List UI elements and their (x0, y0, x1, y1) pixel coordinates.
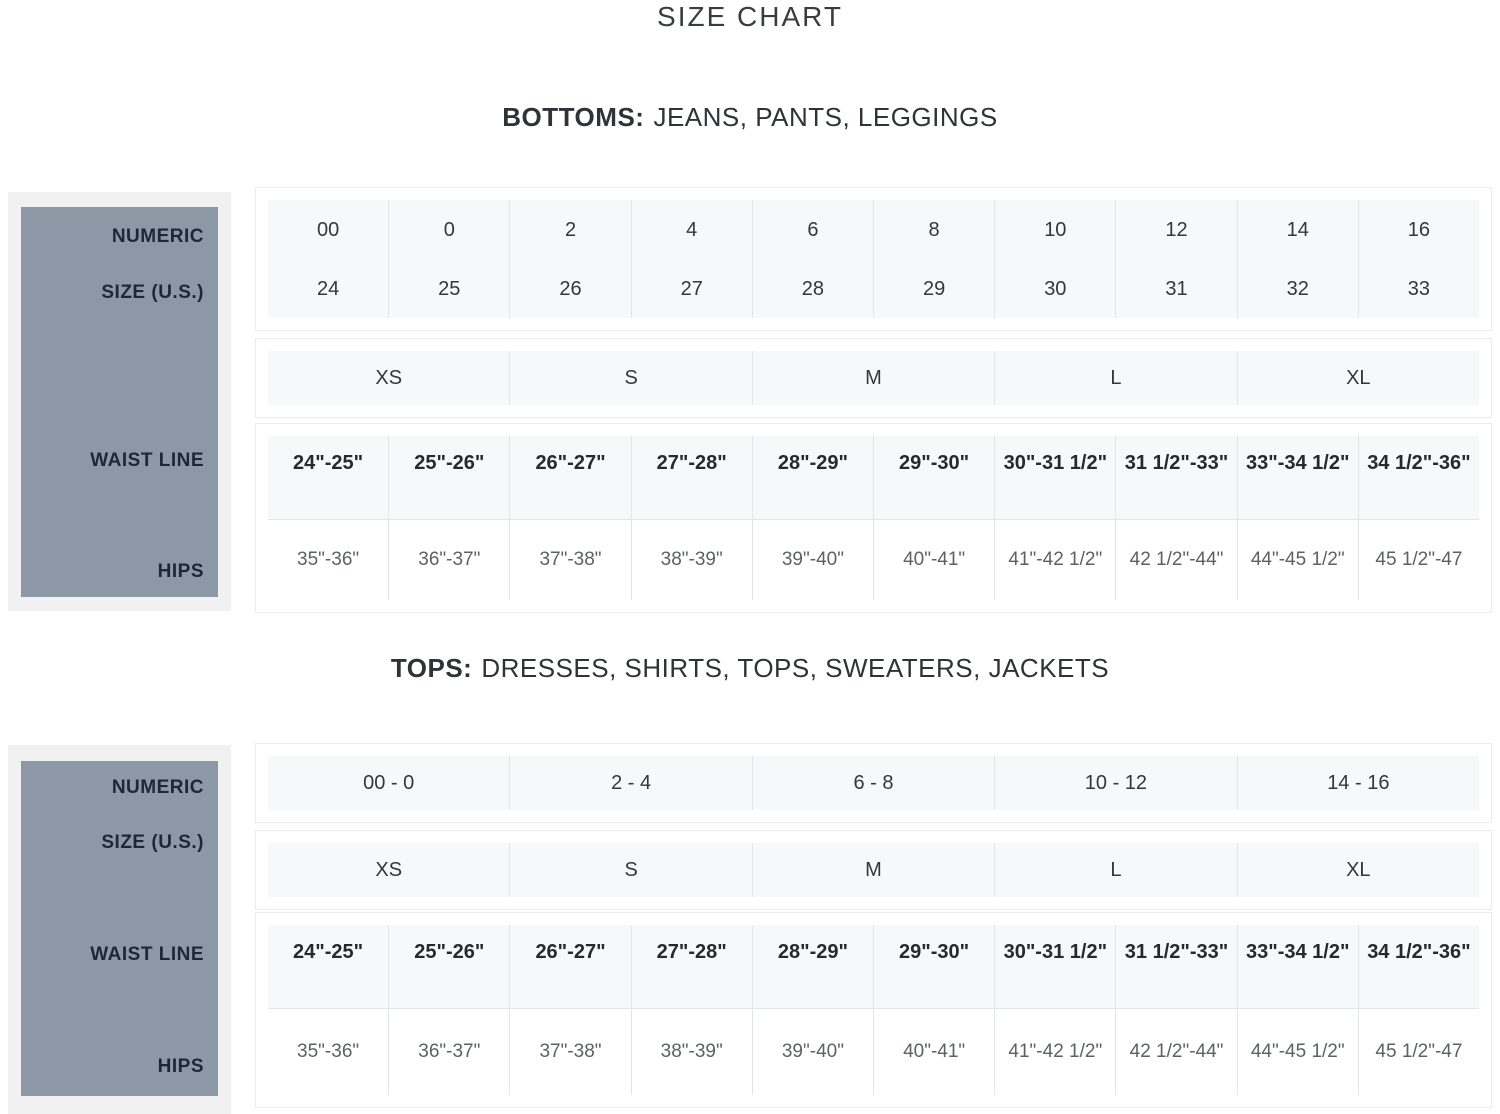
hips-cell: 36"-37" (418, 549, 481, 570)
waist-cell: 25"-26" (389, 925, 509, 1009)
waist-cell: 34 1/2"-36" (1359, 436, 1479, 520)
waist-cell: 29"-30" (874, 436, 994, 520)
size-value: 33 (1407, 277, 1431, 300)
tops-heading-rest: DRESSES, SHIRTS, TOPS, SWEATERS, JACKETS (481, 653, 1110, 683)
hips-cell: 42 1/2"-44" (1129, 1041, 1224, 1062)
waist-cell: 27"-28" (632, 436, 752, 520)
row-label-numeric: NUMERIC (111, 226, 204, 247)
measurement-column (268, 925, 388, 1095)
letter-size-cell: XL (1237, 351, 1479, 405)
measurement-column (388, 925, 509, 1095)
measurement-column (994, 436, 1115, 600)
bottoms-numeric-size-row (268, 200, 1479, 318)
hips-cell: 42 1/2"-44" (1129, 549, 1224, 570)
waist-cell: 28"-29" (753, 925, 873, 1009)
measurement-column (1237, 925, 1358, 1095)
bottoms-row-labels-slate (21, 207, 218, 597)
size-value: 24 (316, 277, 340, 300)
size-value: 28 (801, 277, 825, 300)
hips-cell: 39"-40" (781, 1041, 844, 1062)
measurement-column (1115, 925, 1236, 1095)
size-value: 26 (559, 277, 582, 300)
size-value: 2 (564, 218, 577, 241)
numeric-size-cell (1358, 200, 1479, 318)
tops-letter-size-section (255, 830, 1492, 910)
numeric-size-cell (1115, 200, 1236, 318)
waist-cell: 24"-25" (268, 925, 388, 1009)
measurement-column (268, 436, 388, 600)
measurement-column (1115, 436, 1236, 600)
size-value: 8 (928, 218, 940, 241)
numeric-range-cell: 6 - 8 (752, 756, 994, 810)
waist-cell: 27"-28" (632, 925, 752, 1009)
bottoms-numeric-size-section (255, 187, 1492, 331)
hips-cell: 35"-36" (297, 1041, 360, 1062)
hips-cell: 40"-41" (903, 549, 966, 570)
hips-cell: 39"-40" (781, 549, 844, 570)
letter-size-cell: S (509, 351, 751, 405)
size-value: 00 (316, 218, 340, 241)
waist-cell: 30"-31 1/2" (995, 436, 1115, 520)
size-value: 10 (1044, 218, 1067, 241)
size-value: 4 (686, 218, 698, 241)
measurement-column (994, 925, 1115, 1095)
size-value: 6 (807, 218, 819, 241)
waist-cell: 31 1/2"-33" (1116, 925, 1236, 1009)
measurement-column (509, 436, 630, 600)
letter-size-cell: XS (268, 351, 509, 405)
tops-letter-size-row (268, 843, 1479, 897)
hips-cell: 37"-38" (539, 549, 602, 570)
measurement-column (873, 436, 994, 600)
tops-section-heading (0, 652, 1500, 684)
hips-cell: 41"-42 1/2" (1008, 549, 1103, 570)
row-label-size-us: SIZE (U.S.) (101, 282, 204, 303)
bottoms-measurements-section (255, 423, 1492, 613)
measurement-column (752, 436, 873, 600)
waist-cell: 30"-31 1/2" (995, 925, 1115, 1009)
tops-numeric-size-row (268, 756, 1479, 810)
waist-cell: 33"-34 1/2" (1238, 436, 1358, 520)
waist-cell: 28"-29" (753, 436, 873, 520)
numeric-range-cell: 10 - 12 (994, 756, 1236, 810)
tops-numeric-size-section (255, 743, 1492, 823)
numeric-size-cell (268, 200, 388, 318)
hips-cell: 44"-45 1/2" (1250, 1041, 1345, 1062)
numeric-range-cell: 14 - 16 (1237, 756, 1479, 810)
hips-cell: 36"-37" (418, 1041, 481, 1062)
hips-cell: 45 1/2"-47 (1375, 1041, 1463, 1062)
tops-heading-bold: TOPS: (390, 653, 473, 683)
row-label-waist-line: WAIST LINE (90, 944, 204, 965)
page-title: SIZE CHART (657, 1, 843, 32)
waist-cell: 25"-26" (389, 436, 509, 520)
bottoms-heading-bold: BOTTOMS: (502, 102, 645, 132)
measurement-column (1237, 436, 1358, 600)
row-label-hips: HIPS (157, 561, 204, 582)
measurement-column (1358, 925, 1479, 1095)
letter-size-cell: XL (1237, 843, 1479, 897)
waist-cell: 31 1/2"-33" (1116, 436, 1236, 520)
hips-cell: 37"-38" (539, 1041, 602, 1062)
numeric-size-cell (752, 200, 873, 318)
letter-size-cell: M (752, 351, 994, 405)
numeric-range-cell: 00 - 0 (268, 756, 509, 810)
letter-size-cell: M (752, 843, 994, 897)
size-value: 27 (680, 277, 703, 300)
numeric-size-cell (509, 200, 630, 318)
waist-cell: 33"-34 1/2" (1238, 925, 1358, 1009)
row-label-waist-line: WAIST LINE (90, 450, 204, 471)
size-value: 29 (922, 277, 946, 300)
numeric-size-cell (873, 200, 994, 318)
bottoms-measurements-rows (268, 436, 1479, 600)
numeric-size-cell (1237, 200, 1358, 318)
measurement-column (388, 436, 509, 600)
tops-measurements-rows (268, 925, 1479, 1095)
numeric-range-cell: 2 - 4 (509, 756, 751, 810)
size-value: 32 (1286, 277, 1309, 300)
hips-cell: 38"-39" (660, 549, 723, 570)
measurement-column (509, 925, 630, 1095)
size-value: 25 (438, 277, 461, 300)
waist-cell: 34 1/2"-36" (1359, 925, 1479, 1009)
measurement-column (752, 925, 873, 1095)
row-label-size-us: SIZE (U.S.) (101, 832, 204, 853)
waist-cell: 29"-30" (874, 925, 994, 1009)
hips-cell: 44"-45 1/2" (1250, 549, 1345, 570)
numeric-size-cell (994, 200, 1115, 318)
numeric-size-cell (388, 200, 509, 318)
hips-cell: 41"-42 1/2" (1008, 1041, 1103, 1062)
size-value: 31 (1165, 277, 1188, 300)
hips-cell: 35"-36" (297, 549, 360, 570)
letter-size-cell: L (994, 843, 1236, 897)
size-value: 16 (1407, 218, 1431, 241)
numeric-size-cell (631, 200, 752, 318)
letter-size-cell: L (994, 351, 1236, 405)
bottoms-row-labels-panel (8, 192, 231, 611)
hips-cell: 45 1/2"-47 (1375, 549, 1463, 570)
size-value: 0 (443, 218, 455, 241)
waist-cell: 26"-27" (510, 925, 630, 1009)
tops-row-labels-panel (8, 745, 231, 1114)
size-value: 12 (1165, 218, 1188, 241)
bottoms-heading-rest: JEANS, PANTS, LEGGINGS (653, 102, 998, 132)
row-label-hips: HIPS (157, 1056, 204, 1077)
letter-size-cell: XS (268, 843, 509, 897)
measurement-column (631, 925, 752, 1095)
bottoms-letter-size-section (255, 338, 1492, 418)
bottoms-section-heading (0, 101, 1500, 133)
size-value: 30 (1044, 277, 1067, 300)
measurement-column (1358, 436, 1479, 600)
bottoms-letter-size-row (268, 351, 1479, 405)
waist-cell: 26"-27" (510, 436, 630, 520)
measurement-column (631, 436, 752, 600)
size-value: 14 (1286, 218, 1309, 241)
hips-cell: 38"-39" (660, 1041, 723, 1062)
tops-row-labels-slate (21, 761, 218, 1096)
row-label-numeric: NUMERIC (111, 777, 204, 798)
hips-cell: 40"-41" (903, 1041, 966, 1062)
waist-cell: 24"-25" (268, 436, 388, 520)
letter-size-cell: S (509, 843, 751, 897)
tops-measurements-section (255, 912, 1492, 1108)
measurement-column (873, 925, 994, 1095)
